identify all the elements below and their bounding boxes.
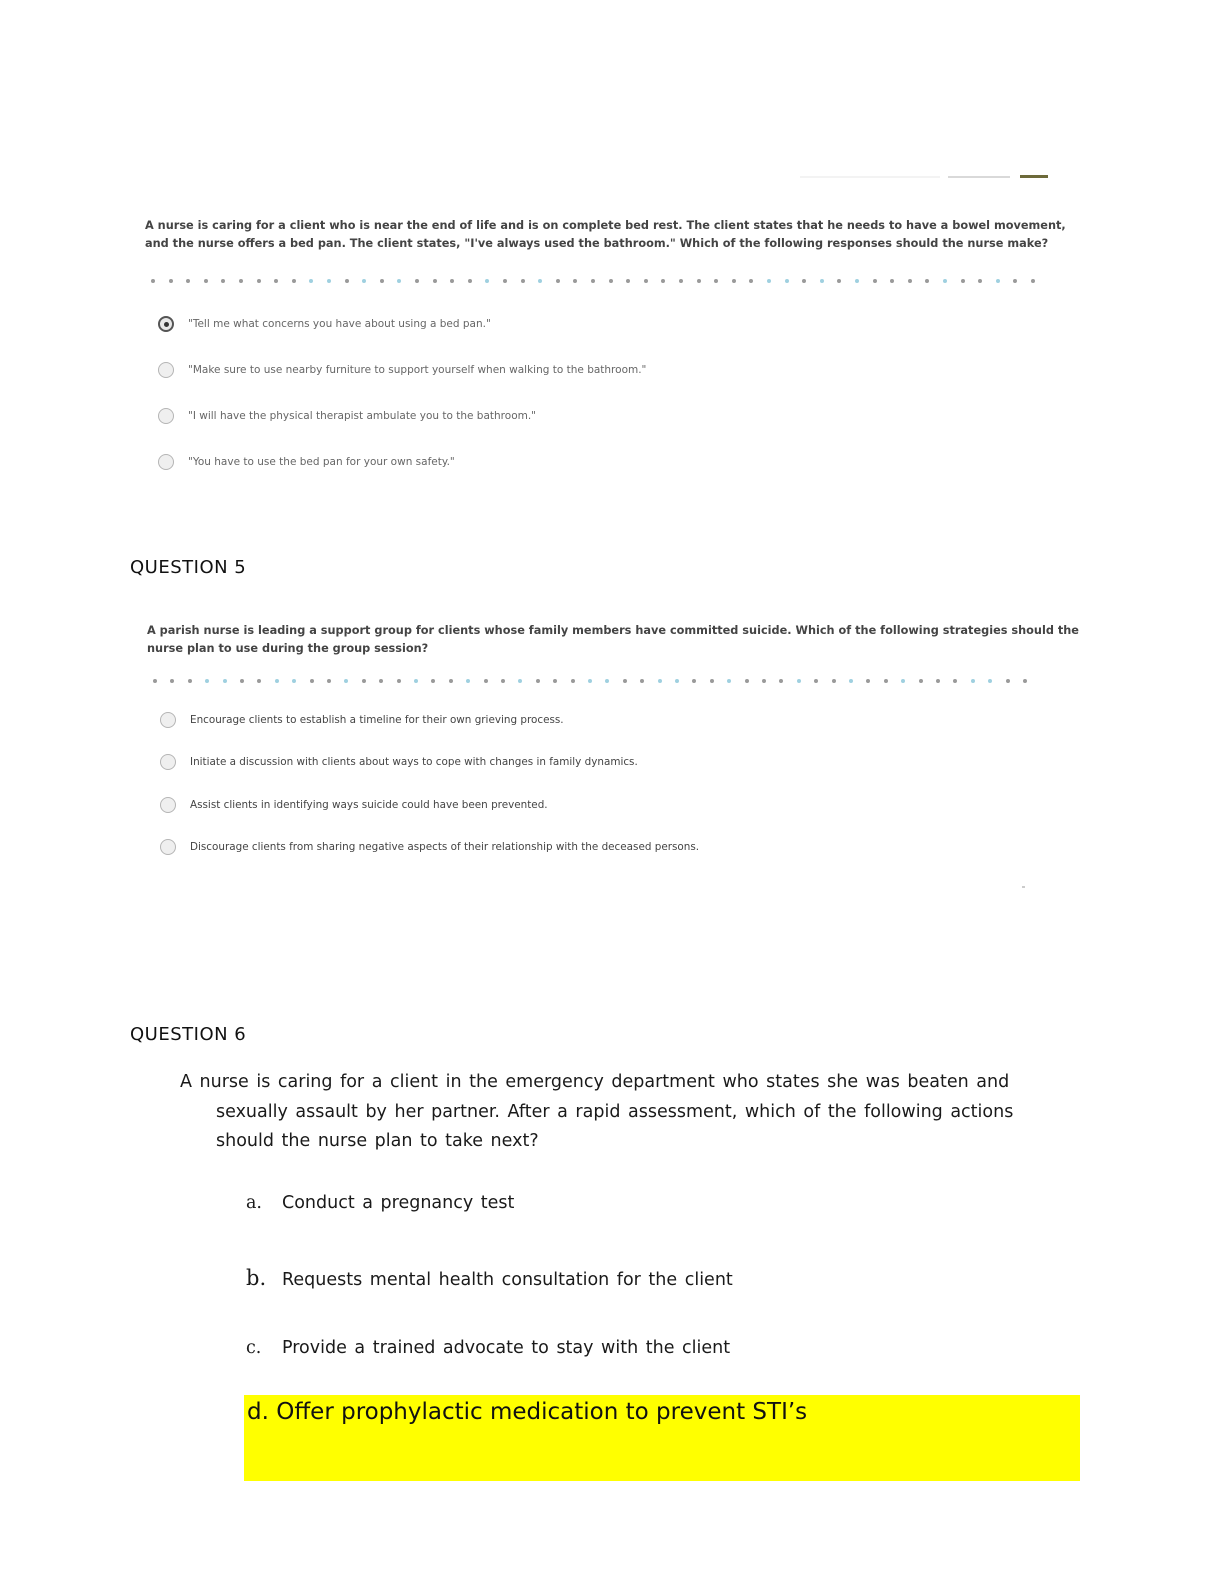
option-label: Discourage clients from sharing negative aspects of their relationship with the deceased persons.	[190, 841, 700, 853]
separator-dot	[153, 679, 157, 683]
accent-bar	[1020, 175, 1048, 178]
separator-dot	[988, 679, 992, 683]
separator-dot	[855, 279, 859, 283]
separator-dot	[866, 679, 870, 683]
separator-dot	[820, 279, 824, 283]
separator-dot	[449, 679, 453, 683]
question4-stem	[145, 217, 1066, 253]
separator-dot	[485, 279, 489, 283]
separator-dot	[837, 279, 841, 283]
question6-stem-line1: A nurse is caring for a client in the emergency department who states she was beaten and	[180, 1072, 1010, 1092]
separator-dot	[573, 279, 577, 283]
separator-dot	[275, 679, 279, 683]
separator-dot	[943, 279, 947, 283]
question6-heading: QUESTION 6	[130, 1024, 247, 1045]
separator-dot	[727, 679, 731, 683]
separator-dot	[971, 679, 975, 683]
option-label: "I will have the physical therapist ambulate you to the bathroom."	[188, 410, 537, 422]
dotted-separator	[151, 279, 1041, 287]
separator-dot	[661, 279, 665, 283]
separator-dot	[797, 679, 801, 683]
choice-c	[246, 1338, 730, 1358]
separator-dot	[644, 279, 648, 283]
separator-dot	[925, 279, 929, 283]
separator-dot	[1031, 279, 1035, 283]
separator-dot	[433, 279, 437, 283]
separator-dot	[518, 679, 522, 683]
separator-dot	[626, 279, 630, 283]
question6-stem	[180, 1068, 1040, 1157]
divider-bar	[800, 176, 940, 178]
choice-text: Conduct a pregnancy test	[282, 1193, 515, 1213]
choice-b	[246, 1266, 733, 1290]
separator-dot	[380, 279, 384, 283]
separator-dot	[362, 279, 366, 283]
separator-dot	[714, 279, 718, 283]
radio-button[interactable]	[158, 454, 174, 470]
separator-dot	[609, 279, 613, 283]
radio-button[interactable]	[160, 712, 176, 728]
question6-stem-line2: sexually assault by her partner. After a rapid assessment, which of the following actions	[216, 1101, 1014, 1122]
separator-dot	[221, 279, 225, 283]
separator-dot	[640, 679, 644, 683]
option-label: "Tell me what concerns you have about using a bed pan."	[188, 318, 491, 330]
separator-dot	[310, 679, 314, 683]
question5-stem-line2: nurse plan to use during the group session?	[147, 642, 429, 655]
separator-dot	[732, 279, 736, 283]
separator-dot	[1006, 679, 1010, 683]
separator-dot	[151, 279, 155, 283]
separator-dot	[591, 279, 595, 283]
divider-bar	[948, 176, 1010, 178]
separator-dot	[832, 679, 836, 683]
radio-button[interactable]	[160, 754, 176, 770]
separator-dot	[849, 679, 853, 683]
separator-dot	[344, 679, 348, 683]
separator-dot	[802, 279, 806, 283]
separator-dot	[779, 679, 783, 683]
radio-button[interactable]	[158, 362, 174, 378]
separator-dot	[996, 279, 1000, 283]
option-label: "You have to use the bed pan for your own safety."	[188, 456, 455, 468]
separator-dot	[170, 679, 174, 683]
separator-dot	[292, 279, 296, 283]
separator-dot	[890, 279, 894, 283]
question4-stem-line1: A nurse is caring for a client who is near the end of life and is on complete bed rest. The client states that he needs to have a bowel movement,	[145, 219, 1066, 232]
choice-a	[246, 1193, 514, 1213]
option-label: "Make sure to use nearby furniture to support yourself when walking to the bathroom."	[188, 364, 647, 376]
dotted-separator	[153, 679, 1033, 687]
separator-dot	[240, 679, 244, 683]
separator-dot	[239, 279, 243, 283]
question5-heading: QUESTION 5	[130, 557, 247, 578]
separator-dot	[274, 279, 278, 283]
highlighted-answer: d. Offer prophylactic medication to prevent STI’s	[247, 1399, 808, 1425]
separator-dot	[978, 279, 982, 283]
separator-dot	[345, 279, 349, 283]
separator-dot	[908, 279, 912, 283]
separator-dot	[484, 679, 488, 683]
separator-dot	[204, 279, 208, 283]
question5-stem	[147, 622, 1079, 658]
separator-dot	[169, 279, 173, 283]
separator-dot	[309, 279, 313, 283]
choice-letter: c.	[246, 1338, 262, 1358]
separator-dot	[362, 679, 366, 683]
separator-dot	[257, 679, 261, 683]
separator-dot	[450, 279, 454, 283]
separator-dot	[468, 279, 472, 283]
separator-dot	[556, 279, 560, 283]
separator-dot	[415, 279, 419, 283]
choice-letter: b.	[246, 1266, 267, 1290]
separator-dot	[397, 279, 401, 283]
separator-dot	[379, 679, 383, 683]
artifact-mark	[1022, 886, 1025, 888]
separator-dot	[901, 679, 905, 683]
separator-dot	[692, 679, 696, 683]
separator-dot	[292, 679, 296, 683]
separator-dot	[961, 279, 965, 283]
question5-stem-line1: A parish nurse is leading a support group for clients whose family members have committed suicide. Which of the following strategies should the	[147, 624, 1079, 637]
separator-dot	[188, 679, 192, 683]
separator-dot	[814, 679, 818, 683]
separator-dot	[679, 279, 683, 283]
separator-dot	[658, 679, 662, 683]
separator-dot	[327, 279, 331, 283]
separator-dot	[257, 279, 261, 283]
separator-dot	[884, 679, 888, 683]
choice-text: Provide a trained advocate to stay with the client	[282, 1338, 731, 1358]
separator-dot	[873, 279, 877, 283]
separator-dot	[623, 679, 627, 683]
radio-button-selected[interactable]	[158, 316, 174, 332]
choice-letter: a.	[246, 1193, 262, 1213]
question4-stem-line2: and the nurse offers a bed pan. The client states, "I've always used the bathroom." Which of the following responses should the nurse make?	[145, 237, 1049, 250]
separator-dot	[503, 279, 507, 283]
separator-dot	[521, 279, 525, 283]
separator-dot	[571, 679, 575, 683]
separator-dot	[745, 679, 749, 683]
separator-dot	[186, 279, 190, 283]
separator-dot	[397, 679, 401, 683]
choice-text: Requests mental health consultation for the client	[282, 1270, 733, 1290]
separator-dot	[205, 679, 209, 683]
separator-dot	[588, 679, 592, 683]
separator-dot	[936, 679, 940, 683]
question6-stem-line3: should the nurse plan to take next?	[216, 1131, 539, 1151]
separator-dot	[675, 679, 679, 683]
separator-dot	[466, 679, 470, 683]
separator-dot	[327, 679, 331, 683]
radio-button[interactable]	[160, 839, 176, 855]
separator-dot	[1023, 679, 1027, 683]
separator-dot	[762, 679, 766, 683]
separator-dot	[501, 679, 505, 683]
separator-dot	[749, 279, 753, 283]
separator-dot	[538, 279, 542, 283]
separator-dot	[414, 679, 418, 683]
separator-dot	[710, 679, 714, 683]
separator-dot	[785, 279, 789, 283]
separator-dot	[223, 679, 227, 683]
radio-button[interactable]	[158, 408, 174, 424]
separator-dot	[767, 279, 771, 283]
separator-dot	[553, 679, 557, 683]
separator-dot	[953, 679, 957, 683]
option-label: Initiate a discussion with clients about ways to cope with changes in family dynamics.	[190, 756, 638, 768]
separator-dot	[697, 279, 701, 283]
separator-dot	[605, 679, 609, 683]
option-label: Encourage clients to establish a timeline for their own grieving process.	[190, 714, 564, 726]
separator-dot	[536, 679, 540, 683]
separator-dot	[1013, 279, 1017, 283]
separator-dot	[919, 679, 923, 683]
separator-dot	[431, 679, 435, 683]
option-label: Assist clients in identifying ways suicide could have been prevented.	[190, 799, 548, 811]
radio-button[interactable]	[160, 797, 176, 813]
